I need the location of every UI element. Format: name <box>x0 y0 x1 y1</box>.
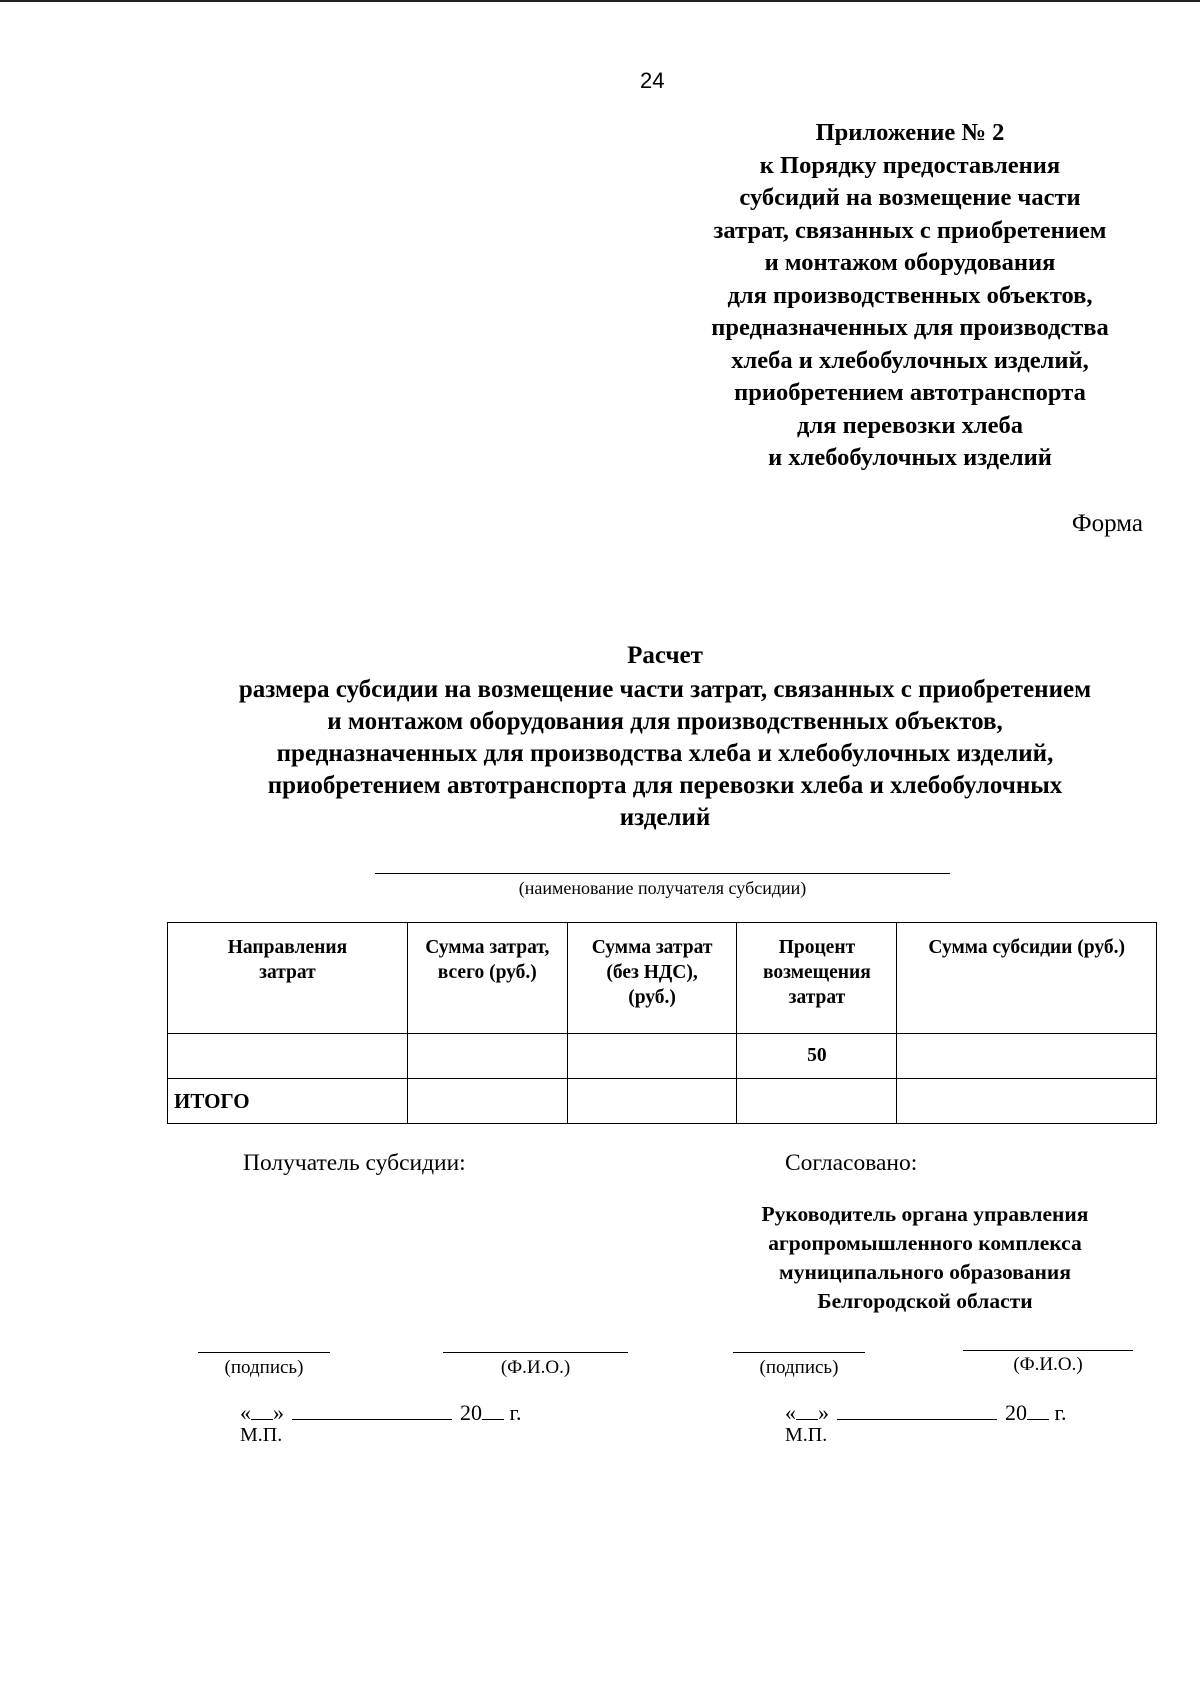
table-cell-percent: 50 <box>737 1034 897 1079</box>
table-cell[interactable] <box>168 1034 408 1079</box>
year-suffix: г. <box>1054 1400 1067 1425</box>
recipient-name-caption: (Ф.И.О.) <box>500 1357 571 1378</box>
appendix-header <box>640 117 1180 475</box>
quote-open: « <box>785 1400 796 1425</box>
recipient-signature-caption: (подпись) <box>224 1357 304 1378</box>
appendix-line: субсидий на возмещение части <box>739 184 1081 211</box>
year-prefix: 20 <box>460 1400 482 1425</box>
title-line: изделий <box>619 804 711 831</box>
recipient-seal-mark: М.П. <box>240 1424 283 1446</box>
recipient-label: Получатель субсидии: <box>243 1150 466 1176</box>
recipient-caption: (наименование получателя субсидии) <box>518 878 807 898</box>
appendix-line: приобретением автотранспорта <box>734 379 1086 406</box>
header-subsidy-amount: Сумма субсидии (руб.) <box>897 923 1157 1034</box>
title-line: предназначенных для производства хлеба и хлебобулочных изделий, <box>276 740 1054 767</box>
signer-line: Руководитель органа управления <box>761 1202 1089 1226</box>
quote-close: » <box>273 1400 284 1425</box>
appendix-line: и монтажом оборудования <box>764 249 1056 276</box>
head-signature-line[interactable] <box>733 1352 865 1353</box>
table-cell[interactable] <box>407 1079 567 1124</box>
title-line: приобретением автотранспорта для перевозки хлеба и хлебобулочных <box>267 772 1063 799</box>
year-suffix: г. <box>509 1400 522 1425</box>
table-cell[interactable] <box>407 1034 567 1079</box>
head-date[interactable] <box>785 1400 1067 1426</box>
day-blank[interactable] <box>251 1403 273 1420</box>
appendix-line: к Порядку предоставления <box>759 151 1061 179</box>
signer-line: Белгородской области <box>817 1289 1033 1313</box>
head-signer-title <box>730 1200 1120 1316</box>
appendix-line: для производственных объектов, <box>727 281 1093 309</box>
appendix-line: для перевозки хлеба <box>797 411 1023 439</box>
title-heading: Расчет <box>627 642 703 669</box>
head-seal-mark: М.П. <box>785 1424 828 1446</box>
appendix-line: хлеба и хлебобулочных изделий, <box>731 346 1089 374</box>
table-cell[interactable] <box>567 1079 737 1124</box>
day-blank[interactable] <box>796 1403 818 1420</box>
head-name-caption: (Ф.И.О.) <box>1013 1354 1083 1375</box>
title-line: и монтажом оборудования для производственных объектов, <box>327 708 1003 735</box>
table-row <box>168 1034 1157 1079</box>
appendix-line: затрат, связанных с приобретением <box>713 216 1107 244</box>
quote-close: » <box>818 1400 829 1425</box>
header-cost-without-vat: Сумма затрат (без НДС), (руб.) <box>567 923 737 1034</box>
recipient-name-sign-line[interactable] <box>443 1352 628 1353</box>
signer-line: агропромышленного комплекса <box>768 1231 1082 1255</box>
recipient-name-line[interactable] <box>375 873 950 874</box>
page-number: 24 <box>640 68 665 93</box>
agreed-label: Согласовано: <box>785 1150 918 1176</box>
document-title <box>150 640 1180 834</box>
quote-open: « <box>240 1400 251 1425</box>
total-label: ИТОГО <box>168 1079 408 1124</box>
appendix-line: и хлебобулочных изделий <box>768 444 1052 471</box>
recipient-date[interactable] <box>240 1400 522 1426</box>
head-name-sign-line[interactable] <box>963 1350 1133 1351</box>
table-cell[interactable] <box>897 1034 1157 1079</box>
recipient-signature-line[interactable] <box>198 1352 330 1353</box>
table-header-row <box>168 923 1157 1034</box>
header-cost-directions: Направления затрат <box>168 923 408 1034</box>
head-signature-caption: (подпись) <box>759 1357 839 1378</box>
header-reimbursement-percent: Процент возмещения затрат <box>737 923 897 1034</box>
title-line: размера субсидии на возмещение части затрат, связанных с приобретением <box>238 676 1092 703</box>
year-blank[interactable] <box>1027 1403 1049 1420</box>
year-prefix: 20 <box>1005 1400 1027 1425</box>
month-blank[interactable] <box>292 1401 452 1420</box>
scan-top-border <box>0 0 1200 2</box>
table-cell[interactable] <box>737 1079 897 1124</box>
appendix-line: Приложение № 2 <box>815 119 1005 146</box>
appendix-line: предназначенных для производства <box>711 314 1109 341</box>
month-blank[interactable] <box>837 1401 997 1420</box>
year-blank[interactable] <box>482 1403 504 1420</box>
subsidy-calculation-table <box>167 922 1157 1124</box>
table-cell[interactable] <box>567 1034 737 1079</box>
table-cell[interactable] <box>897 1079 1157 1124</box>
header-total-cost: Сумма затрат, всего (руб.) <box>407 923 567 1034</box>
form-label: Форма <box>1071 510 1143 537</box>
signer-line: муниципального образования <box>779 1260 1071 1284</box>
table-row-total <box>168 1079 1157 1124</box>
